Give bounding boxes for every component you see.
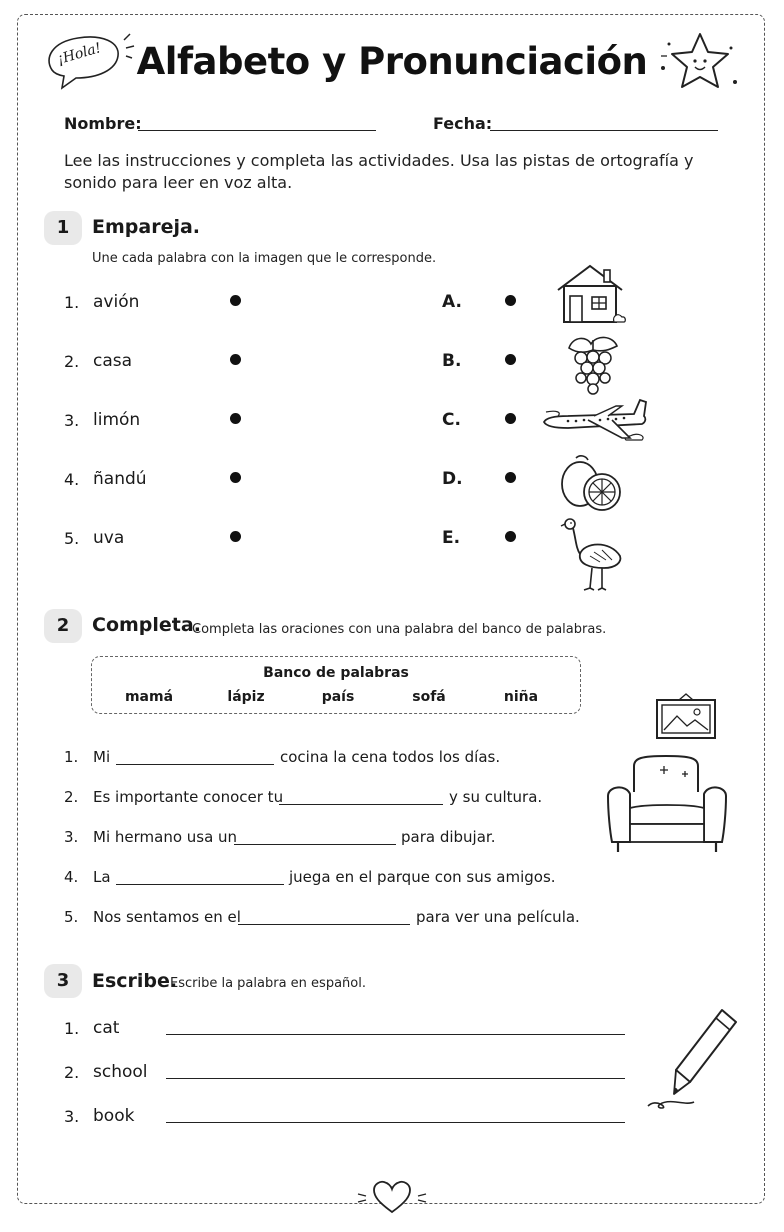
match-word-number: 2. xyxy=(64,352,80,371)
match-letter: C. xyxy=(442,410,461,430)
sentence-end: juega en el parque con sus amigos. xyxy=(289,868,556,886)
sentence-end: y su cultura. xyxy=(449,788,543,806)
section-3-subtitle: Escribe la palabra en español. xyxy=(170,976,366,991)
write-item-word: book xyxy=(93,1106,135,1126)
write-item-number: 1. xyxy=(64,1019,80,1038)
write-answer-line[interactable] xyxy=(166,1122,625,1123)
word-bank-word: país xyxy=(321,689,355,705)
section-3-number: 3 xyxy=(44,964,82,998)
sentence-blank[interactable] xyxy=(116,764,274,765)
pencil-icon xyxy=(640,1004,744,1114)
sentence-end: para dibujar. xyxy=(401,828,496,846)
write-item-number: 3. xyxy=(64,1107,80,1126)
word-bank-word: sofá xyxy=(412,689,446,705)
match-word-dot[interactable] xyxy=(230,531,241,542)
house-icon xyxy=(554,262,628,326)
match-word-dot[interactable] xyxy=(230,413,241,424)
page-title: Alfabeto y Pronunciación xyxy=(136,40,648,83)
word-bank-word: niña xyxy=(503,689,539,705)
write-answer-line[interactable] xyxy=(166,1078,625,1079)
lemon-icon xyxy=(558,454,624,514)
match-word-number: 5. xyxy=(64,529,80,548)
sentence-blank[interactable] xyxy=(238,924,410,925)
match-letter-dot[interactable] xyxy=(505,472,516,483)
sentence-start: Nos sentamos en el xyxy=(93,908,241,926)
sentence-blank[interactable] xyxy=(234,844,396,845)
match-letter-dot[interactable] xyxy=(505,295,516,306)
write-item-number: 2. xyxy=(64,1063,80,1082)
sentence-start: Mi hermano usa un xyxy=(93,828,238,846)
match-letter-dot[interactable] xyxy=(505,531,516,542)
heart-icon xyxy=(354,1178,430,1216)
sentence-blank[interactable] xyxy=(116,884,284,885)
match-word-number: 1. xyxy=(64,293,80,312)
match-letter-dot[interactable] xyxy=(505,354,516,365)
sentence-number: 4. xyxy=(64,868,79,886)
hola-badge-text: ¡Hola! xyxy=(55,40,104,68)
grapes-icon xyxy=(563,332,623,396)
sentence-start: Mi xyxy=(93,748,111,766)
instructions-text: Lee las instrucciones y completa las actividades. Usa las pistas de ortografía y sonido para leer en voz alta. xyxy=(64,151,694,192)
picture-frame-icon xyxy=(655,692,717,740)
section-1-number: 1 xyxy=(44,211,82,245)
word-bank-word: mamá xyxy=(124,689,174,705)
match-word: uva xyxy=(93,528,125,548)
match-word: limón xyxy=(93,410,141,430)
armchair-icon xyxy=(604,752,730,858)
smiling-star-icon xyxy=(655,30,745,100)
section-2-subtitle: Completa las oraciones con una palabra del banco de palabras. xyxy=(192,622,607,637)
match-letter-dot[interactable] xyxy=(505,413,516,424)
match-word-number: 3. xyxy=(64,411,80,430)
section-2-number: 2 xyxy=(44,609,82,643)
match-word: casa xyxy=(93,351,133,371)
name-field[interactable] xyxy=(138,130,376,131)
word-bank-title: Banco de palabras xyxy=(263,665,409,681)
sentence-blank[interactable] xyxy=(279,804,443,805)
match-letter: E. xyxy=(442,528,461,548)
date-field[interactable] xyxy=(490,130,718,131)
sentence-start: Es importante conocer tu xyxy=(93,788,284,806)
match-word: avión xyxy=(93,292,140,312)
section-3-title: Escribe. xyxy=(92,970,178,992)
match-word-number: 4. xyxy=(64,470,80,489)
word-bank-word: lápiz xyxy=(227,689,265,705)
rhea-bird-icon xyxy=(560,516,626,592)
sentence-number: 2. xyxy=(64,788,79,806)
sentence-number: 1. xyxy=(64,748,79,766)
write-item-word: cat xyxy=(93,1018,120,1038)
write-item-word: school xyxy=(93,1062,148,1082)
sentence-number: 5. xyxy=(64,908,79,926)
match-word-dot[interactable] xyxy=(230,472,241,483)
sentence-start: La xyxy=(93,868,111,886)
sentence-number: 3. xyxy=(64,828,79,846)
match-letter: B. xyxy=(442,351,462,371)
match-word-dot[interactable] xyxy=(230,295,241,306)
match-word: ñandú xyxy=(93,469,147,489)
match-letter: D. xyxy=(442,469,463,489)
section-2-title: Completa. xyxy=(92,614,201,636)
section-1-subtitle: Une cada palabra con la imagen que le corresponde. xyxy=(92,251,437,266)
sentence-end: cocina la cena todos los días. xyxy=(280,748,501,766)
date-label: Fecha: xyxy=(433,114,493,133)
sentence-end: para ver una película. xyxy=(416,908,580,926)
match-letter: A. xyxy=(442,292,462,312)
word-bank xyxy=(91,656,581,714)
write-answer-line[interactable] xyxy=(166,1034,625,1035)
name-label: Nombre: xyxy=(64,114,142,133)
section-1-title: Empareja. xyxy=(92,216,201,238)
match-word-dot[interactable] xyxy=(230,354,241,365)
airplane-icon xyxy=(538,396,650,446)
